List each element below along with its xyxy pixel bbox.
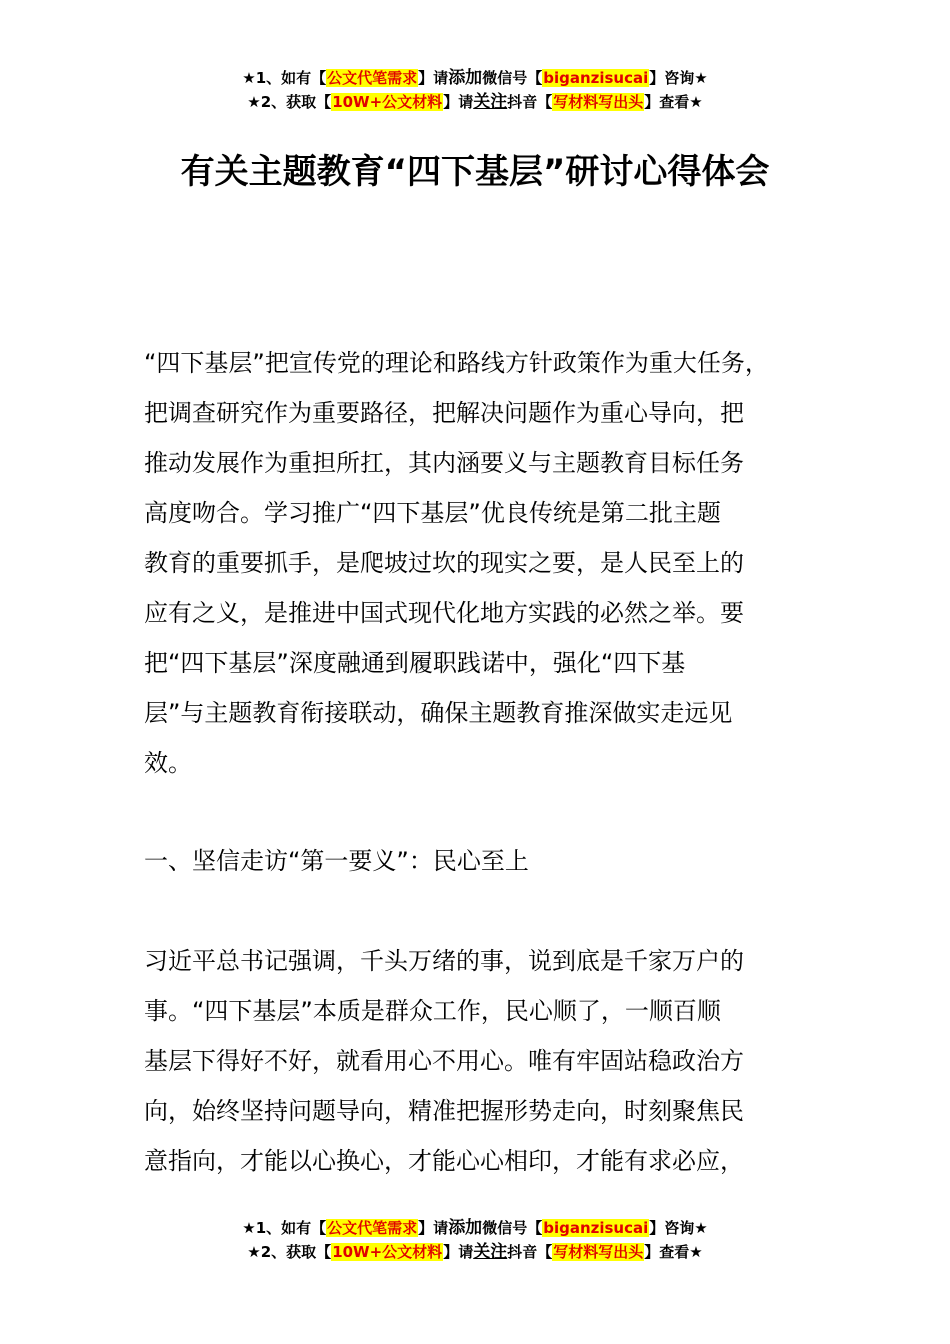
banner-line-2 <box>0 90 950 114</box>
banner-douyin-id: 写材料写出头 <box>553 93 644 111</box>
banner-text: 微信号【 <box>482 69 543 87</box>
banner-line-2 <box>0 1240 950 1264</box>
bottom-banner <box>0 1216 950 1264</box>
banner-wechat-id: biganzisucai <box>543 1219 649 1237</box>
text-line: 意指向，才能以心换心，才能心心相印，才能有求必应， <box>144 1147 744 1175</box>
banner-emphasis: 添加 <box>448 68 483 88</box>
banner-emphasis: 关注 <box>473 1242 508 1262</box>
banner-wechat-id: biganzisucai <box>543 69 649 87</box>
text-line: 事。“四下基层”本质是群众工作，民心顺了，一顺百顺 <box>144 997 721 1025</box>
banner-text: ★1、如有【 <box>242 69 327 87</box>
banner-text: ★2、获取【 <box>247 1243 332 1261</box>
text-line: 把调查研究作为重要路径，把解决问题作为重心导向，把 <box>144 399 744 427</box>
text-line: 教育的重要抓手，是爬坡过坎的现实之要，是人民至上的 <box>144 549 744 577</box>
banner-line-1 <box>0 66 950 90</box>
banner-text: 】咨询★ <box>649 69 708 87</box>
banner-text: 抖音【 <box>507 93 553 111</box>
text-line: 层”与主题教育衔接联动，确保主题教育推深做实走远见 <box>144 699 733 727</box>
paragraph-section-1 <box>144 936 844 1186</box>
banner-highlight: 10W+公文材料 <box>332 1243 443 1261</box>
text-line: 高度吻合。学习推广“四下基层”优良传统是第二批主题 <box>144 499 721 527</box>
banner-text: 】请 <box>443 93 474 111</box>
banner-line-1 <box>0 1216 950 1240</box>
text-line: 向，始终坚持问题导向，精准把握形势走向，时刻聚焦民 <box>144 1097 744 1125</box>
top-banner <box>0 66 950 114</box>
section-heading <box>144 836 844 886</box>
text-line: 推动发展作为重担所扛，其内涵要义与主题教育目标任务 <box>144 449 744 477</box>
text-line: 基层下得好不好，就看用心不用心。唯有牢固站稳政治方 <box>144 1047 744 1075</box>
banner-text: 】请 <box>443 1243 474 1261</box>
banner-text: 】查看★ <box>644 93 703 111</box>
paragraph-intro <box>144 338 844 788</box>
banner-text: 抖音【 <box>507 1243 553 1261</box>
banner-text: ★2、获取【 <box>247 93 332 111</box>
heading-text: 一、坚信走访“第一要义”：民心至上 <box>144 847 529 875</box>
banner-emphasis: 关注 <box>473 92 508 112</box>
banner-text: 微信号【 <box>482 1219 543 1237</box>
page-title: 有关主题教育“四下基层”研讨心得体会 <box>180 152 770 192</box>
text-line: 把“四下基层”深度融通到履职践诺中，强化“四下基 <box>144 649 686 677</box>
banner-text: 】查看★ <box>644 1243 703 1261</box>
banner-text: ★1、如有【 <box>242 1219 327 1237</box>
text-line: “四下基层”把宣传党的理论和路线方针政策作为重大任务， <box>144 349 769 377</box>
banner-douyin-id: 写材料写出头 <box>553 1243 644 1261</box>
banner-highlight: 10W+公文材料 <box>332 93 443 111</box>
banner-text: 】咨询★ <box>649 1219 708 1237</box>
banner-text: 】请 <box>418 1219 449 1237</box>
banner-text: 】请 <box>418 69 449 87</box>
banner-emphasis: 添加 <box>448 1218 483 1238</box>
text-line: 效。 <box>144 749 192 777</box>
text-line: 应有之义，是推进中国式现代化地方实践的必然之举。要 <box>144 599 744 627</box>
banner-highlight: 公文代笔需求 <box>327 69 418 87</box>
text-line: 习近平总书记强调，千头万绪的事，说到底是千家万户的 <box>144 947 744 975</box>
banner-highlight: 公文代笔需求 <box>327 1219 418 1237</box>
